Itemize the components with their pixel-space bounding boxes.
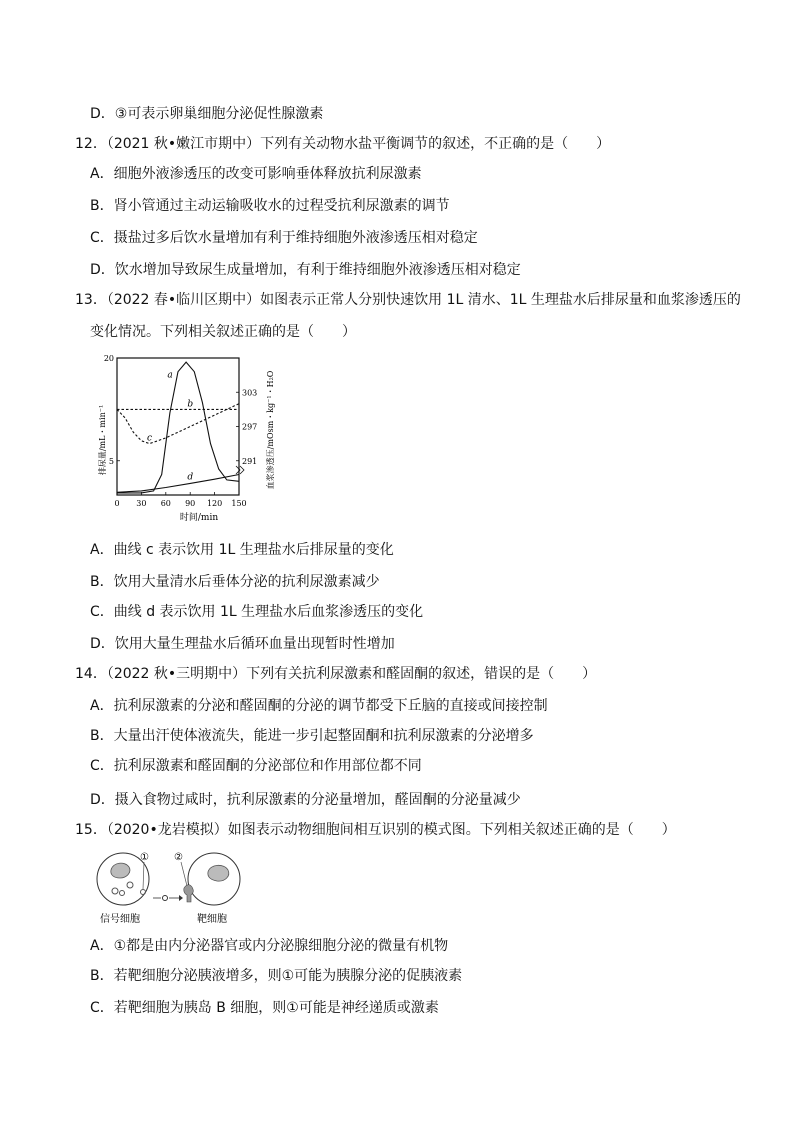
series-label: b [187, 399, 194, 410]
plot-frame [117, 358, 239, 495]
answer-option: A．曲线 c 表示饮用 1L 生理盐水后排尿量的变化 [90, 542, 394, 558]
y-right-axis-label: 血浆渗透压/mOsm・kg⁻¹・H₂O [266, 370, 275, 490]
answer-option: B．大量出汗使体液流失，能进一步引起整固酮和抗利尿激素的分泌增多 [90, 728, 534, 744]
x-tick-label: 120 [206, 499, 223, 508]
answer-option: B．若靶细胞分泌胰液增多，则①可能为胰腺分泌的促胰液素 [90, 968, 463, 984]
x-tick-label: 150 [231, 499, 247, 508]
answer-option: C．抗利尿激素和醛固酮的分泌部位和作用部位都不同 [90, 758, 422, 774]
question-stem: 14．（2022 秋•三明期中）下列有关抗利尿激素和醛固酮的叙述，错误的是（ ） [75, 666, 597, 682]
answer-option: C．若靶细胞为胰岛 B 细胞，则①可能是神经递质或激素 [90, 1000, 439, 1016]
series-label: d [187, 472, 194, 483]
cell-recognition-figure [95, 848, 245, 930]
answer-option: D．饮水增加导致尿生成量增加，有利于维持细胞外液渗透压相对稳定 [90, 262, 521, 278]
leader-line-2 [181, 862, 187, 886]
marker-2: ② [174, 852, 183, 863]
signal-cell-nucleus [111, 863, 130, 878]
answer-option: C．曲线 d 表示饮用 1L 生理盐水后血浆渗透压的变化 [90, 604, 424, 620]
answer-option: A．抗利尿激素的分泌和醛固酮的分泌的调节都受下丘脑的直接或间接控制 [90, 698, 548, 714]
series-label: c [147, 433, 153, 444]
question-stem: 13．（2022 春•临川区期中）如图表示正常人分别快速饮用 1L 清水、1L 生理盐水后排尿量和血浆渗透压的 [75, 292, 741, 308]
question-stem: 15．（2020•龙岩模拟）如图表示动物细胞间相互识别的模式图。下列相关叙述正确的是（ ） [75, 822, 676, 838]
y-tick-label: 5 [108, 456, 114, 466]
urine-osmolarity-chart [95, 350, 295, 530]
signal-cell-label: 信号细胞 [100, 914, 140, 925]
signal-molecule [163, 896, 168, 901]
marker-1: ① [140, 852, 149, 863]
answer-option: A．细胞外液渗透压的改变可影响垂体释放抗利尿激素 [90, 166, 422, 182]
x-tick-label: 0 [114, 499, 120, 508]
target-cell-label: 靶细胞 [197, 914, 227, 925]
x-tick-label: 90 [185, 499, 196, 508]
axis-break-mark [236, 466, 244, 474]
answer-option: 变化情况。下列相关叙述正确的是（ ） [90, 324, 356, 340]
x-tick-label: 60 [160, 499, 171, 508]
target-cell-nucleus [208, 865, 229, 881]
arrow-head-icon [179, 895, 183, 901]
x-axis-label: 时间/min [179, 513, 219, 523]
answer-option: B．肾小管通过主动运输吸收水的过程受抗利尿激素的调节 [90, 198, 450, 214]
vesicle [127, 882, 133, 888]
series-label: a [167, 370, 173, 381]
answer-option: D．③可表示卵巢细胞分泌促性腺激素 [90, 106, 324, 122]
receptor-icon [184, 885, 193, 902]
answer-option: B．饮用大量清水后垂体分泌的抗利尿激素减少 [90, 574, 380, 590]
answer-option: D．摄入食物过咸时，抗利尿激素的分泌量增加，醛固酮的分泌量减少 [90, 792, 521, 808]
y-axis-label: 排尿量/mL・min⁻¹ [98, 404, 107, 476]
series-line-d [117, 475, 239, 493]
y-tick-label: 20 [103, 354, 114, 363]
answer-option: C．摄盐过多后饮水量增加有利于维持细胞外液渗透压相对稳定 [90, 230, 478, 246]
answer-option: D．饮用大量生理盐水后循环血量出现暂时性增加 [90, 636, 395, 652]
answer-option: A．①都是由内分泌器官或内分泌腺细胞分泌的微量有机物 [90, 938, 449, 954]
vesicle [112, 888, 118, 894]
x-tick-label: 30 [136, 499, 147, 508]
y-right-tick-label: 297 [242, 422, 258, 432]
series-line-a [117, 362, 239, 493]
y-right-tick-label: 303 [242, 388, 258, 398]
vesicle [141, 890, 146, 895]
vesicle [120, 891, 125, 896]
question-stem: 12．（2021 秋•嫩江市期中）下列有关动物水盐平衡调节的叙述，不正确的是（ ） [75, 136, 611, 152]
leader-line-1 [143, 862, 144, 889]
y-right-tick-label: 291 [242, 456, 258, 466]
